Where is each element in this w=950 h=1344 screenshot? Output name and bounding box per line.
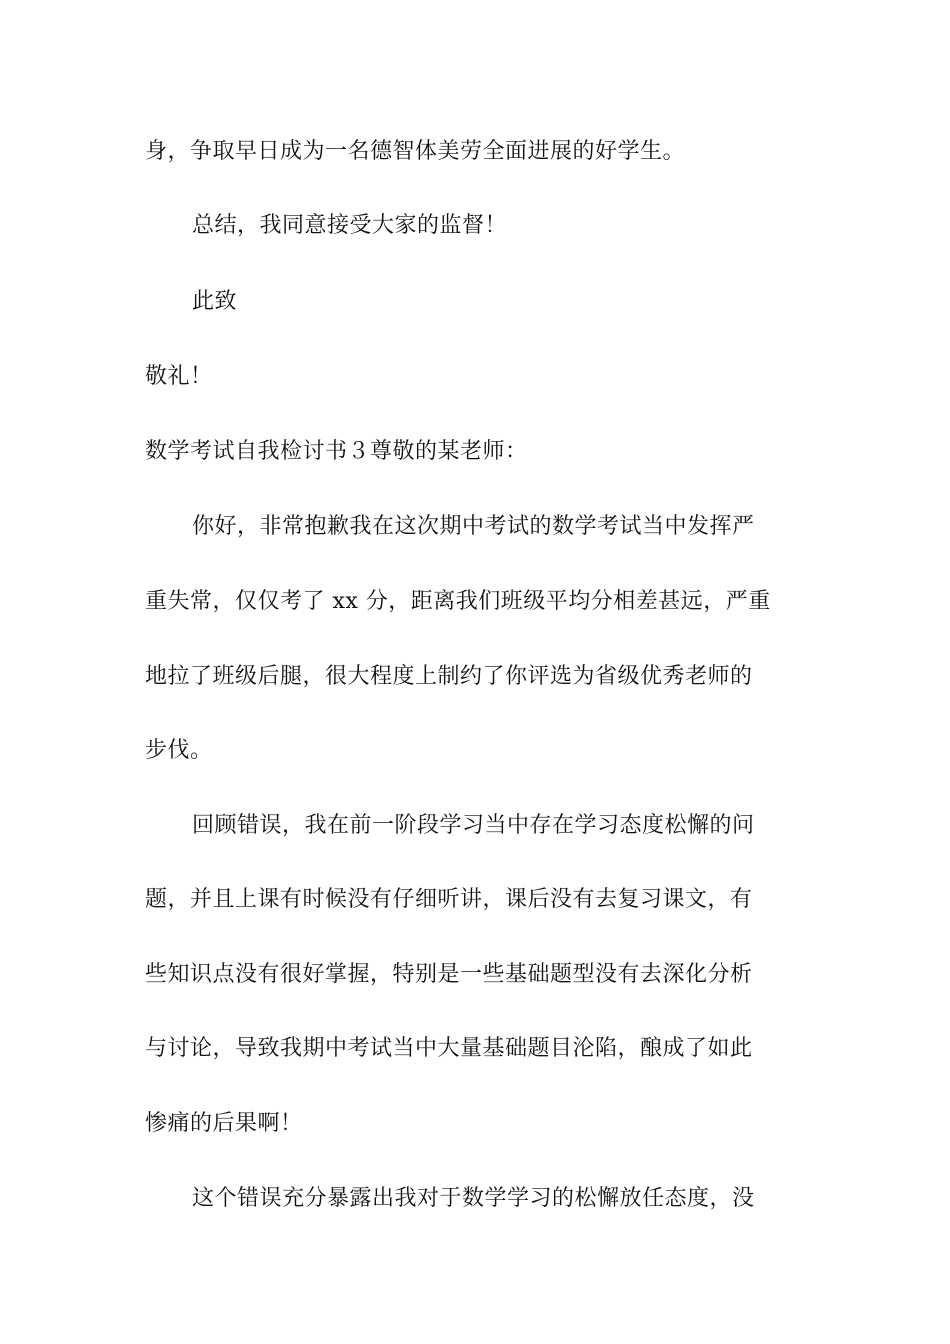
text-line-3: 此致 bbox=[192, 289, 238, 314]
text-line-8: 地拉了班级后腿，很大程度上制约了你评选为省级优秀老师的 bbox=[145, 664, 753, 689]
text-line-13: 与讨论，导致我期中考试当中大量基础题目沦陷，酿成了如此 bbox=[145, 1036, 753, 1061]
text-line-7: 重失常，仅仅考了 xx 分，距离我们班级平均分相差甚远，严重 bbox=[145, 589, 771, 614]
text-line-6: 你好，非常抱歉我在这次期中考试的数学考试当中发挥严 bbox=[192, 514, 755, 539]
text-line-4: 敬礼！ bbox=[145, 364, 213, 389]
text-line-14: 惨痛的后果啊！ bbox=[145, 1111, 303, 1136]
text-line-15: 这个错误充分暴露出我对于数学学习的松懈放任态度，没 bbox=[192, 1186, 755, 1211]
text-line-1: 身，争取早日成为一名德智体美劳全面进展的好学生。 bbox=[145, 139, 686, 164]
text-line-2: 总结，我同意接受大家的监督！ bbox=[192, 213, 508, 238]
text-line-12: 些知识点没有很好掌握，特别是一些基础题型没有去深化分析 bbox=[145, 962, 753, 987]
text-line-5: 数学考试自我检讨书３尊敬的某老师： bbox=[145, 439, 528, 464]
text-line-10: 回顾错误，我在前一阶段学习当中存在学习态度松懈的问 bbox=[192, 813, 755, 838]
text-line-9: 步伐。 bbox=[145, 738, 213, 763]
text-line-11: 题，并且上课有时候没有仔细听讲，课后没有去复习课文，有 bbox=[145, 887, 753, 912]
